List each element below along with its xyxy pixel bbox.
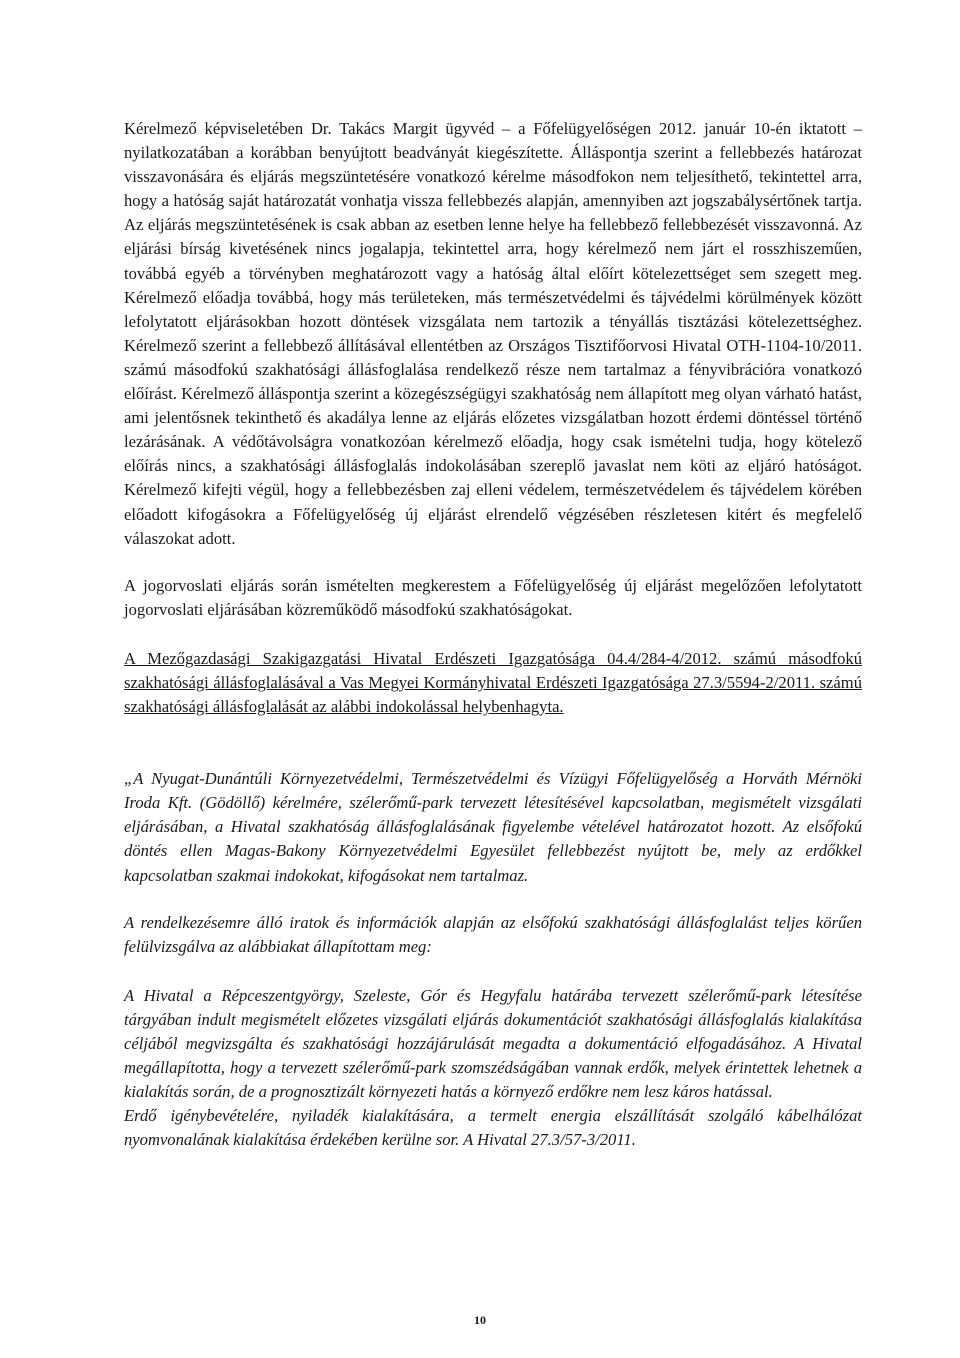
quote-paragraph-3: A Hivatal a Répceszentgyörgy, Szeleste, Gór és Hegyfalu határába tervezett szélerőmű-park létesítése tárgyában indult megismételt előzetes vizsgálati eljárás dokumentációt szakhatósági állásfoglalás kialakítása céljából megvizsgálta és szakhatósági hozzájárulását megadta a dokumentáció elfogadásához. A Hivatal megállapította, hogy a tervezett szélerőmű-park szomszédságában vannak erdők, melyek érintettek lehetnek a kialakítás során, de a prognosztizált környezeti hatás a környező erdőkre nem lesz káros hatással. [124, 985, 862, 1102]
quote-paragraph-2: A rendelkezésemre álló iratok és információk alapján az elsőfokú szakhatósági állásfoglalást teljes körűen felülvizsgálva az alábbiakat állapítottam meg: [124, 912, 862, 956]
quote-paragraph-1: „A Nyugat-Dunántúli Környezetvédelmi, Természetvédelmi és Vízügyi Főfelügyelőség a Horváth Mérnöki Iroda Kft. (Gödöllő) kérelmére, szélerőmű-park tervezett létesítésével kapcsolatban, megismételt vizsgálati eljárásában, a Hivatal szakhatóság állásfoglalásának figyelembe vételével határozatot hozott. Az elsőfokú döntés ellen Magas-Bakony Környezetvédelmi Egyesület fellebbezést nyújtott be, mely az erdőkkel kapcsolatban szakmai indokokat, kifogásokat nem tartalmaz. [124, 769, 862, 885]
quote-paragraph-4: Erdő igénybevételére, nyiladék kialakítására, a termelt energia elszállítását szolgáló kábelhálózat nyomvonalának kialakítása érdekében kerülne sor. A Hivatal 27.3/57-3/2011. [124, 1106, 862, 1150]
page-number: 10 [474, 1313, 486, 1327]
quoted-opinion [124, 767, 862, 1152]
paragraph-applicant-statement: Kérelmező képviseletében Dr. Takács Margit ügyvéd – a Főfelügyelőségen 2012. január 10-én iktatott – nyilatkozatában a korábban benyújtott beadványát kiegészítette. Álláspontja szerint a fellebbezés határozat visszavonására és eljárás megszüntetésére vonatkozó kérelme másodfokon nem teljesíthető, tekintettel arra, hogy a hatóság saját határozatát vonhatja vissza fellebbezés alapján, amennyiben azt jogszabálysértőnek tartja. Az eljárás megszüntetésének is csak abban az esetben lenne helye ha fellebbező fellebbezését visszavonná. Az eljárási bírság kivetésének nincs jogalapja, tekintettel arra, hogy kérelmező nem járt el rosszhiszeműen, továbbá egyéb a törvényben meghatározott vagy a hatóság által előírt kötelezettséget sem szegett meg. Kérelmező előadja továbbá, hogy más területeken, más természetvédelmi és tájvédelmi körülmények között lefolytatott eljárásokban hozott döntések vizsgálata nem tartozik a tényállás tisztázási kötelezettséghez. Kérelmező szerint a fellebbező állításával ellentétben az Országos Tisztifőorvosi Hivatal OTH-1104-10/2011. számú másodfokú szakhatósági állásfoglalása rendelkező része nem tartalmaz a fényvibrációra vonatkozó előírást. Kérelmező álláspontja szerint a közegészségügyi szakhatóság nem állapított meg olyan várható hatást, ami jelentősnek tekinthető és akadálya lenne az eljárás előzetes vizsgálatban hozott érdemi döntéssel történő lezárásának. A védőtávolságra vonatkozóan kérelmező előadja, hogy csak ismételni tudja, hogy kötelező előírás nincs, a szakhatósági állásfoglalás indokolásában szereplő javaslat nem köti az eljáró hatóságot. Kérelmező kifejti végül, hogy a fellebbezésben zaj elleni védelem, természetvédelem és tájvédelem körében előadott kifogásokra a Főfelügyelőség új eljárást elrendelő végzésében részletesen kitért és megfelelő válaszokat adott. [124, 119, 862, 548]
document-body [124, 117, 862, 1152]
paragraph-appeal-procedure: A jogorvoslati eljárás során ismételten megkerestem a Főfelügyelőség új eljárást megelőzően lefolytatott jogorvoslati eljárásában közreműködő másodfokú szakhatóságokat. [124, 575, 862, 619]
paragraph-forestry-authority: A Mezőgazdasági Szakigazgatási Hivatal Erdészeti Igazgatósága 04.4/284-4/2012. számú másodfokú szakhatósági állásfoglalásával a Vas Megyei Kormányhivatal Erdészeti Igazgatósága 27.3/5594-2/2011. számú szakhatósági állásfoglalását az alábbi indokolással helybenhagyta. [124, 648, 862, 717]
